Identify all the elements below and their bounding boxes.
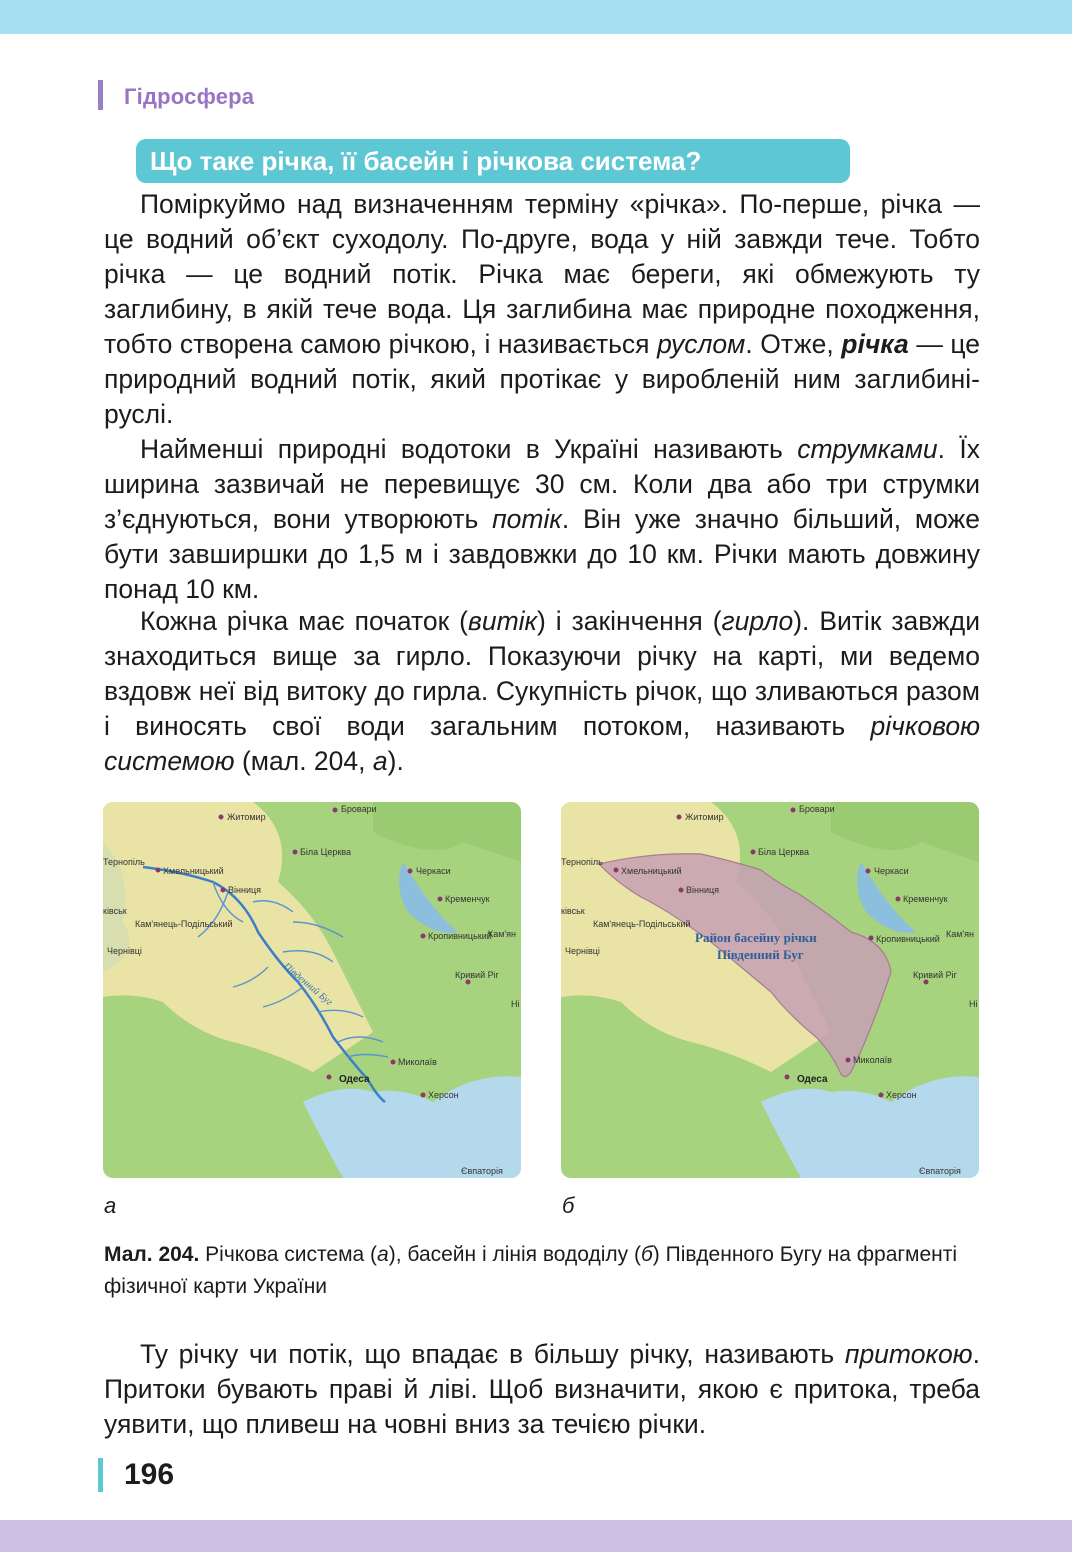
city-dot [791, 808, 796, 813]
map-label-vinnytsia: Вінниця [686, 885, 719, 895]
term-prytoka: притокою [844, 1339, 973, 1369]
map-label-vinnytsia: Вінниця [228, 885, 261, 895]
text-run: . Отже, [745, 329, 842, 359]
text-run: ). [387, 746, 404, 776]
city-dot [924, 980, 929, 985]
city-dot [293, 850, 298, 855]
term-hyrlo: гирло [721, 606, 794, 636]
map-label-yevpatoriia: Євпаторія [461, 1166, 503, 1176]
topic-heading-box [136, 139, 850, 183]
map-label-kryvyi-rih: Кривий Ріг [913, 970, 957, 980]
map-label-chernivtsi: Чернівці [107, 946, 142, 956]
text-run: . Їх ширина зазвичай не перевищує 30 см. Коли два або три струмки з’єднуються, вони утворюють [104, 434, 980, 534]
text-run: . Притоки бувають праві й ліві. Щоб визначити, якою є притока, треба уявити, що пливеш на човні вниз за течією річки. [104, 1339, 980, 1439]
city-dot [879, 1093, 884, 1098]
city-dot [327, 1075, 332, 1080]
city-dot [614, 868, 619, 873]
paragraph-river-definition [104, 187, 980, 432]
city-dot [677, 815, 682, 820]
page-number-marker [98, 1458, 103, 1492]
map-label-kherson: Херсон [886, 1090, 917, 1100]
city-dot [156, 868, 161, 873]
page-number: 196 [124, 1458, 175, 1491]
text-run: Річкова система ( [199, 1243, 378, 1266]
map-label-basin-line2: Південний Буг [717, 947, 804, 962]
map-river-basin [561, 802, 979, 1178]
city-dot [869, 936, 874, 941]
map-label-odesa: Одеса [797, 1074, 828, 1085]
city-dot [391, 1060, 396, 1065]
map-river-system [103, 802, 521, 1178]
map-label-odesa: Одеса [339, 1074, 370, 1085]
map-label-kryvyi-rih: Кривий Ріг [455, 970, 499, 980]
text-run: Ту річку чи потік, що впадає в більшу річку, називають [140, 1339, 845, 1369]
map-label-kamianets: Кам'янець-Подільський [593, 919, 691, 929]
map-label-kamianske: Кам'ян [488, 929, 516, 939]
caption-letter: б [640, 1243, 653, 1266]
map-label-kherson: Херсон [428, 1090, 459, 1100]
map-label-n-edge: Ні [969, 999, 978, 1009]
figure-caption [104, 1239, 974, 1303]
caption-number: Мал. 204. [104, 1243, 200, 1266]
paragraph-tributary [104, 1337, 980, 1442]
text-run: ) і закінчення ( [537, 606, 722, 636]
section-title: Гідросфера [124, 84, 255, 109]
map-label-kropyvnytskyi: Кропивницький [428, 931, 492, 941]
map-label-kremenchuk: Кременчук [445, 894, 490, 904]
map-label-mykolaiv: Миколаїв [398, 1057, 437, 1067]
text-run: ). Витік завжди знаходиться вище за гирло. Показуючи річку на карті, ми ведемо вздовж неї від витоку до гирла. Сукупність річок, що зливаються разом і виносять свої води загальним потоком, називають [104, 606, 981, 741]
map-a-graphic [103, 802, 521, 1178]
figure-ref-letter: а [372, 746, 388, 776]
map-label-ivsk: ківськ [103, 906, 127, 916]
city-dot [751, 850, 756, 855]
city-dot [846, 1058, 851, 1063]
map-label-mykolaiv: Миколаїв [853, 1055, 892, 1065]
map-label-chernivtsi: Чернівці [565, 946, 600, 956]
term-vytik: витік [468, 606, 538, 636]
city-dot [408, 869, 413, 874]
map-label-khmelnytskyi: Хмельницький [621, 866, 682, 876]
text-run: ), басейн і лінія вододілу ( [388, 1243, 641, 1266]
map-label-ternopil: Тернопіль [103, 857, 145, 867]
map-label-bila-tserkva: Біла Церква [300, 847, 351, 857]
map-label-brovary: Бровари [799, 804, 835, 814]
map-label-brovary: Бровари [341, 804, 377, 814]
city-dot [221, 888, 226, 893]
city-dot [333, 808, 338, 813]
map-label-zhytomyr: Житомир [227, 812, 266, 822]
bottom-color-band [0, 1520, 1072, 1552]
map-label-basin-line1: Район басейну річки [695, 930, 817, 945]
city-dot [421, 1093, 426, 1098]
section-marker-bar [98, 80, 103, 110]
text-run: Кожна річка має початок ( [140, 606, 468, 636]
city-dot [421, 934, 426, 939]
paragraph-streams [104, 432, 980, 607]
figure-letter-b: б [562, 1193, 575, 1218]
map-label-zhytomyr: Житомир [685, 812, 724, 822]
city-dot [896, 897, 901, 902]
term-strumky: струмками [797, 434, 938, 464]
map-label-kremenchuk: Кременчук [903, 894, 948, 904]
map-label-cherkasy: Черкаси [416, 866, 451, 876]
term-potik: потік [492, 504, 562, 534]
city-dot [866, 869, 871, 874]
map-label-cherkasy: Черкаси [874, 866, 909, 876]
map-label-khmelnytskyi: Хмельницький [163, 866, 224, 876]
city-dot [466, 980, 471, 985]
map-label-kamianets: Кам'янець-Подільський [135, 919, 233, 929]
map-label-yevpatoriia: Євпаторія [919, 1166, 961, 1176]
city-dot [785, 1075, 790, 1080]
term-richka: річка [841, 329, 909, 359]
map-label-ternopil: Тернопіль [561, 857, 603, 867]
map-label-kropyvnytskyi: Кропивницький [876, 934, 940, 944]
term-ruslo: руслом [657, 329, 746, 359]
term-river-system: річковою системою [104, 711, 980, 776]
text-run: — це природний водний потік, який протікає у виробленій ним заглибині-руслі. [104, 329, 981, 429]
map-label-n-edge: Ні [511, 999, 520, 1009]
text-run: . Він уже значно більший, може бути завширшки до 1,5 м і завдовжки до 10 км. Річки мають довжину понад 10 км. [104, 504, 980, 604]
text-run: (мал. 204, [234, 746, 373, 776]
city-dot [438, 897, 443, 902]
city-dot [679, 888, 684, 893]
text-run: ) Південного Бугу на фрагменті фізичної карти України [104, 1243, 958, 1298]
topic-heading: Що таке річка, її басейн і річкова система? [150, 146, 702, 176]
caption-letter: а [377, 1243, 389, 1266]
paragraph-river-system [104, 604, 980, 779]
text-run: Поміркуймо над визначенням терміну «річка». По-перше, річка — це водний об’єкт суходолу. По-друге, вода у ній завжди тече. Тобто річка — це водний потік. Річка має береги, які обмежують ту заглибину, в якій тече вода. Ця заглибина має природне походження, тобто створена самою річкою, і називається [104, 189, 980, 359]
map-label-river: Південний Буг [281, 960, 335, 1009]
top-color-band [0, 0, 1072, 34]
map-label-kamianske: Кам'ян [946, 929, 974, 939]
text-run: Найменші природні водотоки в Україні називають [140, 434, 798, 464]
map-label-ivsk: ківськ [561, 906, 585, 916]
city-dot [219, 815, 224, 820]
map-label-bila-tserkva: Біла Церква [758, 847, 809, 857]
map-b-graphic [561, 802, 979, 1178]
figure-letter-a: а [104, 1193, 117, 1218]
